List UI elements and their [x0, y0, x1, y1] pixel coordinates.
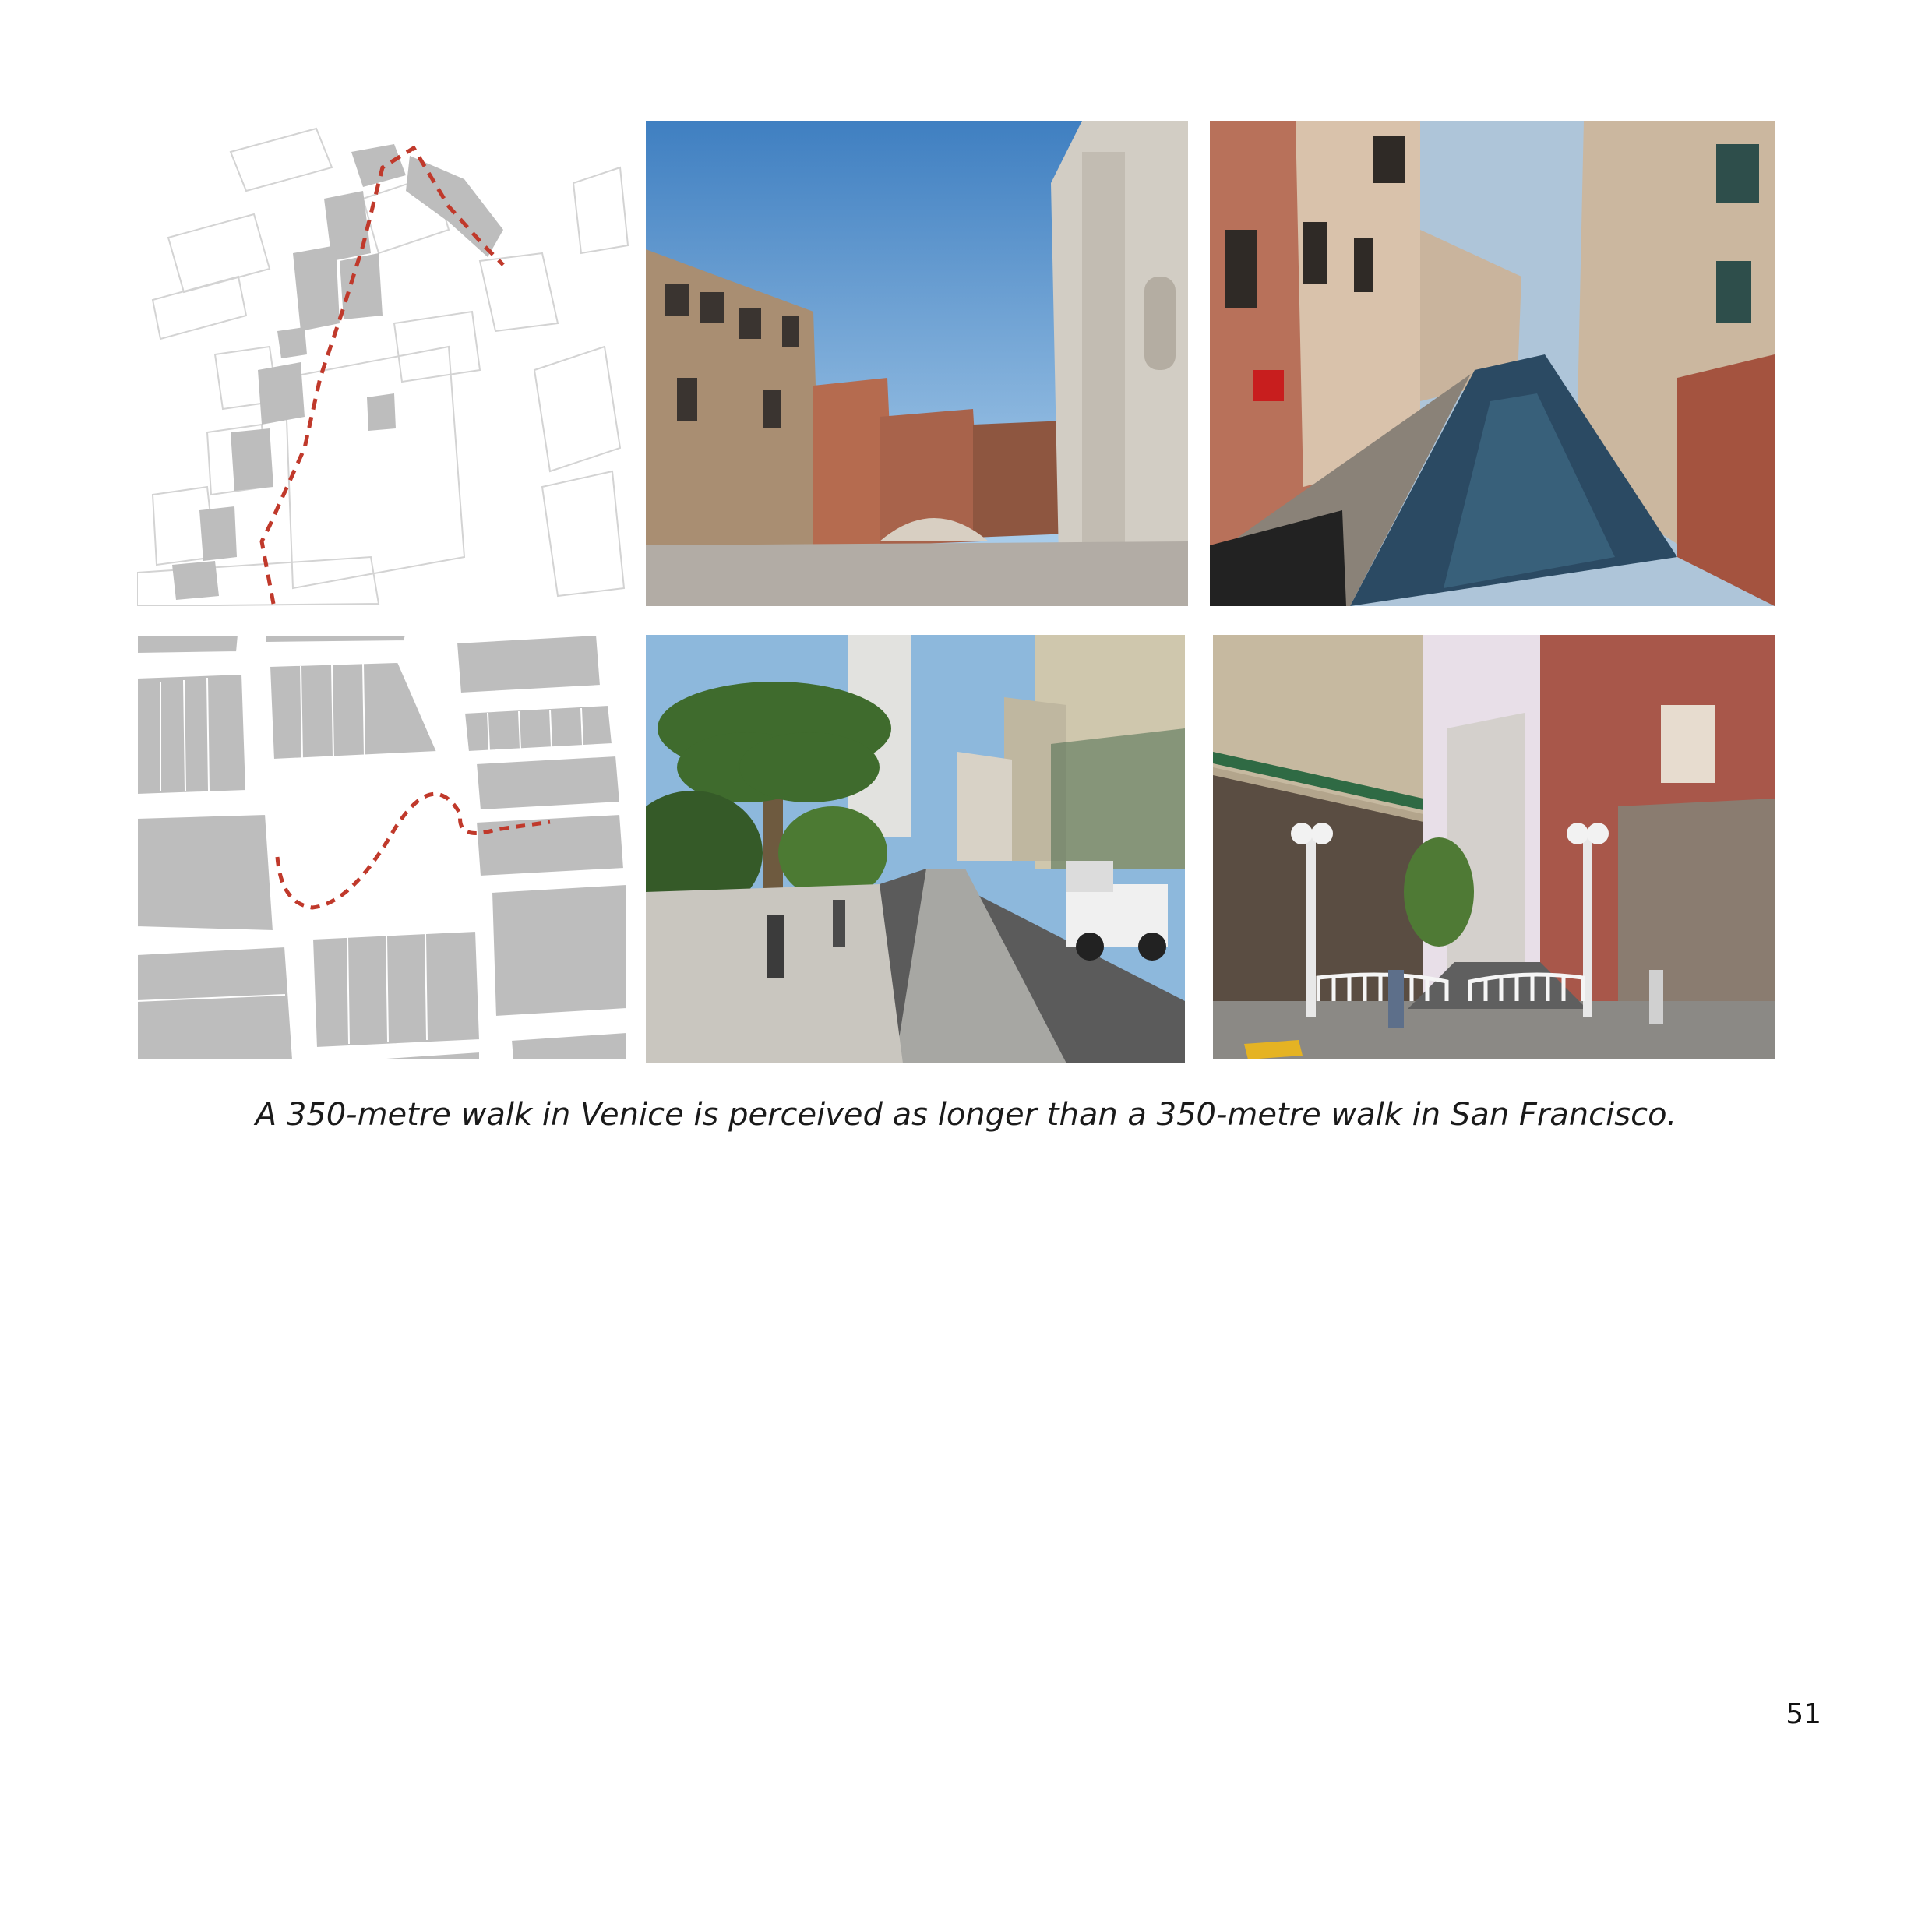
san-francisco-map-graphic	[137, 635, 626, 1059]
figure-caption: A 350-metre walk in Venice is perceived as longer than a 350-metre walk in San Francisco.	[255, 1097, 1677, 1133]
san-francisco-alley-image	[1213, 635, 1775, 1059]
venice-canal-image	[1210, 121, 1775, 606]
venice-campo-photo	[646, 121, 1188, 606]
san-francisco-street-photo	[646, 635, 1185, 1063]
san-francisco-map	[137, 635, 626, 1059]
red-sign-icon	[1253, 370, 1284, 401]
venice-map-graphic	[137, 121, 629, 606]
venice-canal-photo	[1210, 121, 1775, 606]
san-francisco-alley-photo	[1213, 635, 1775, 1059]
san-francisco-street-image	[646, 635, 1185, 1063]
venice-campo-image	[646, 121, 1188, 606]
venice-map	[137, 121, 629, 606]
page-number: 51	[1786, 1698, 1821, 1730]
